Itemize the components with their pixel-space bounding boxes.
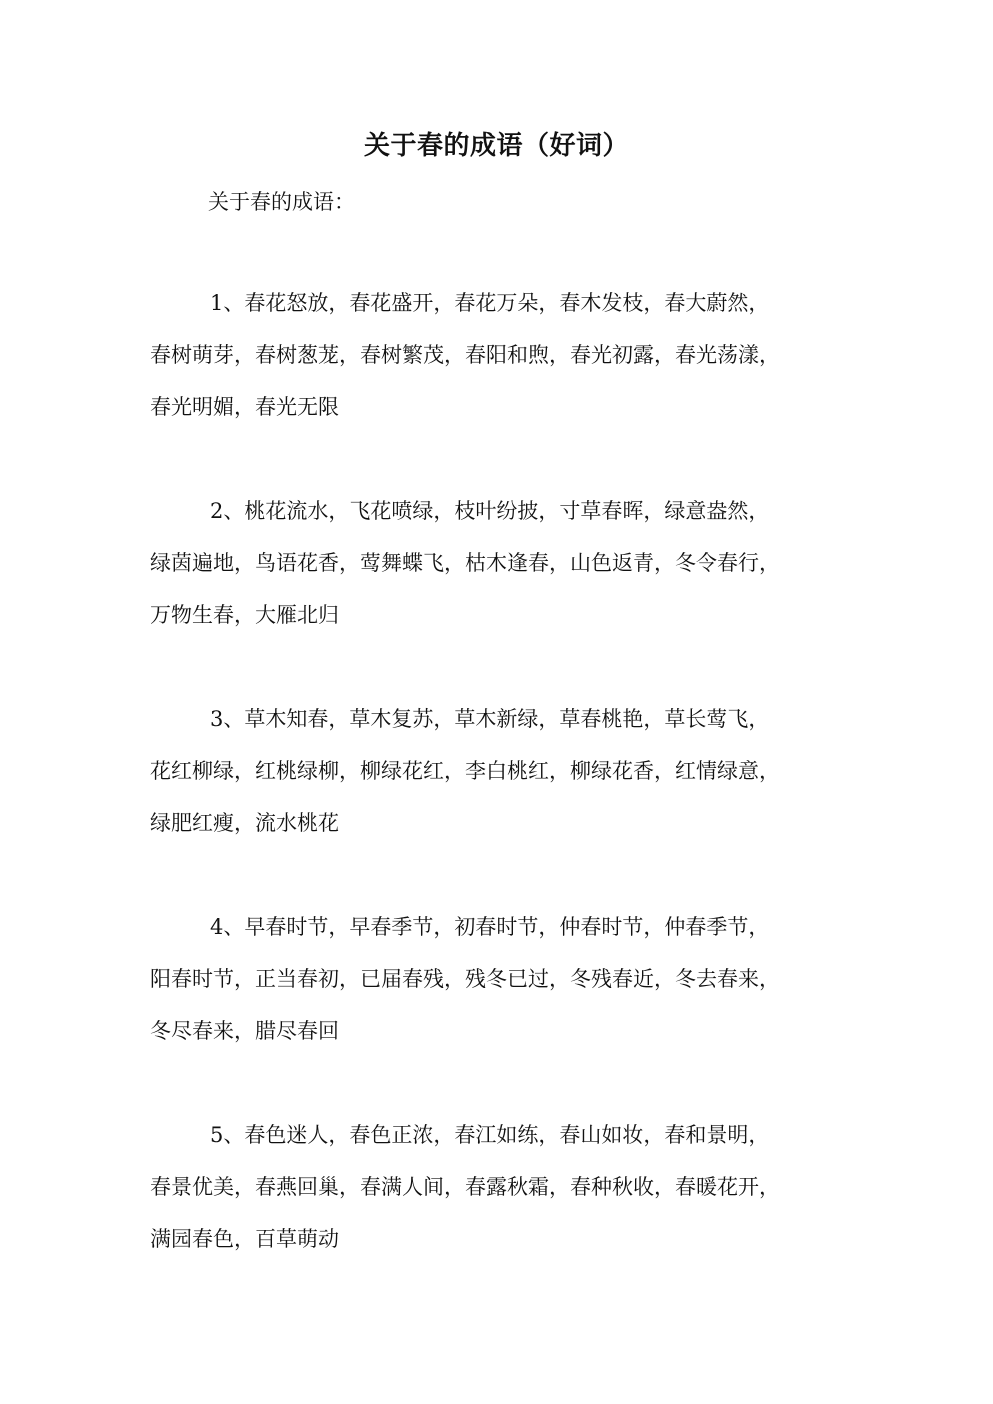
paragraph-4-line-2: 阳春时节，正当春初，已届春残，残冬已过，冬残春近，冬去春来， bbox=[150, 967, 780, 991]
document-title: 关于春的成语（好词） bbox=[363, 131, 629, 161]
paragraph-3-line-2: 花红柳绿，红桃绿柳，柳绿花红，李白桃红，柳绿花香，红情绿意， bbox=[150, 759, 780, 783]
paragraph-5-line-2: 春景优美，春燕回巢，春满人间，春露秋霜，春种秋收，春暖花开， bbox=[150, 1175, 780, 1199]
paragraph-2-line-3: 万物生春，大雁北归 bbox=[150, 603, 339, 627]
paragraph-5-line-3: 满园春色，百草萌动 bbox=[150, 1227, 339, 1251]
paragraph-1-line-2: 春树萌芽，春树葱茏，春树繁茂，春阳和煦，春光初露，春光荡漾， bbox=[150, 343, 780, 367]
paragraph-5-line-1: 5、春色迷人，春色正浓，春江如练，春山如妆，春和景明， bbox=[210, 1123, 770, 1147]
paragraph-4-line-3: 冬尽春来，腊尽春回 bbox=[150, 1019, 339, 1043]
paragraph-1-line-3: 春光明媚，春光无限 bbox=[150, 395, 339, 419]
paragraph-4-line-1: 4、早春时节，早春季节，初春时节，仲春时节，仲春季节， bbox=[210, 915, 770, 939]
paragraph-3-line-1: 3、草木知春，草木复苏，草木新绿，草春桃艳，草长莺飞， bbox=[210, 707, 770, 731]
paragraph-1-line-1: 1、春花怒放，春花盛开，春花万朵，春木发枝，春大蔚然， bbox=[210, 291, 770, 315]
paragraph-3-line-3: 绿肥红瘦，流水桃花 bbox=[150, 811, 339, 835]
paragraph-2-line-2: 绿茵遍地，鸟语花香，莺舞蝶飞，枯木逢春，山色返青，冬令春行， bbox=[150, 551, 780, 575]
intro-text: 关于春的成语： bbox=[208, 190, 355, 214]
paragraph-2-line-1: 2、桃花流水，飞花喷绿，枝叶纷披，寸草春晖，绿意盎然， bbox=[210, 499, 770, 523]
